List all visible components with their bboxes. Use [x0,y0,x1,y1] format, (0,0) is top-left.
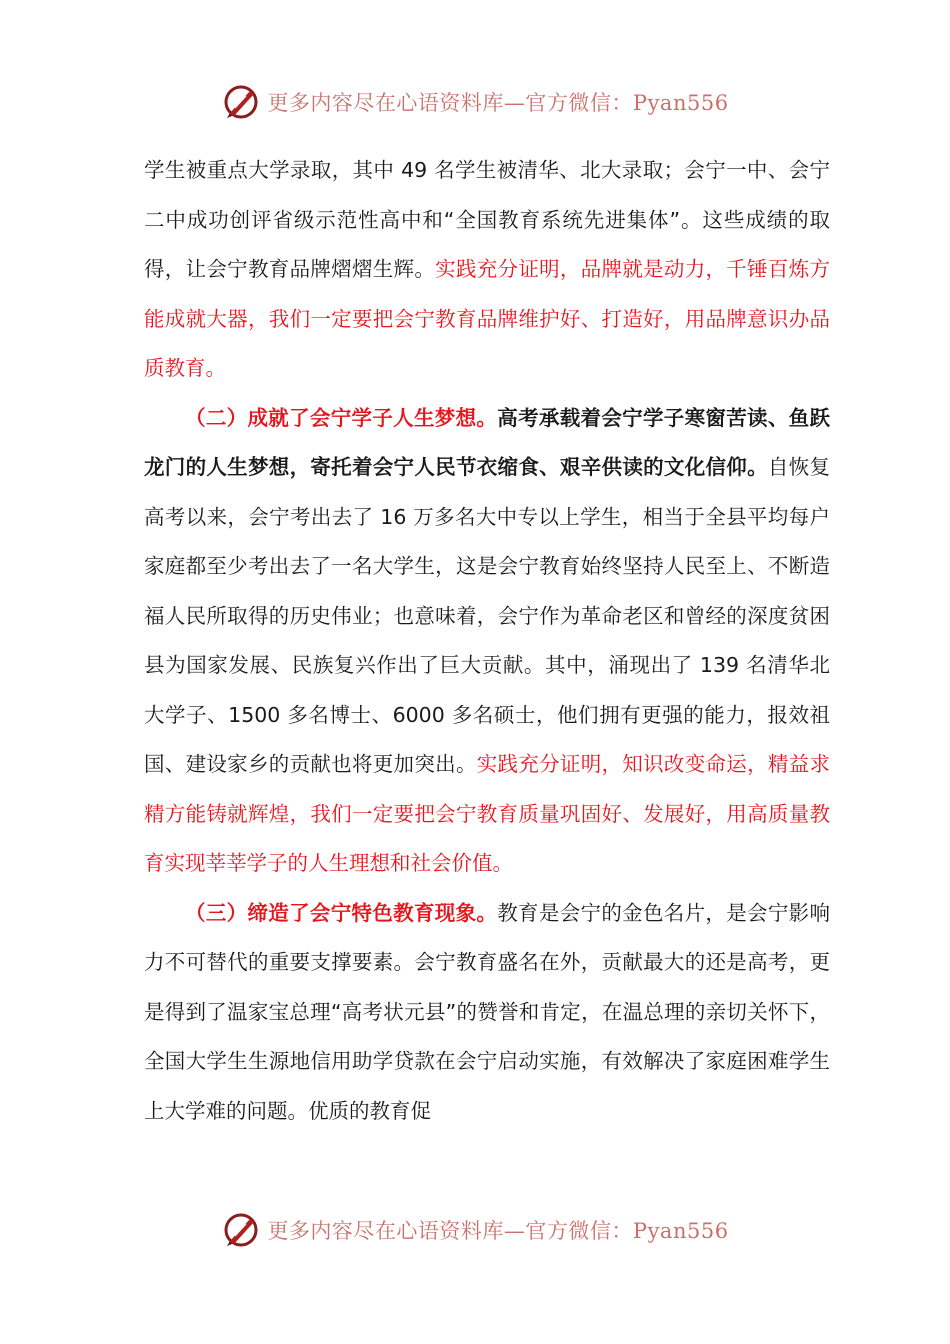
section-heading-2: （二）成就了会宁学子人生梦想。 [185,405,498,430]
footer-watermark [0,1208,950,1252]
header-watermark [0,80,950,124]
footer-watermark-text: 更多内容尽在心语资料库—官方微信：Pyan556 [267,1219,729,1243]
section-heading-2-lead: 高考承载着会宁学子寒窗苦读、鱼跃龙门的人生梦想，寄托着会宁人民节衣缩食、艰辛供读的文化信仰。 [144,405,830,479]
paragraph-2-emphasis: 实践充分证明，知识改变命运，精益求精方能铸就辉煌，我们一定要把会宁教育质量巩固好、发展好，用高质量教育实现莘莘学子的人生理想和社会价值。 [144,752,830,875]
pen-logo-icon [221,1210,261,1250]
paragraph-2 [144,394,830,889]
section-heading-3: （三）缔造了会宁特色教育现象。 [185,900,498,925]
pen-logo-icon [221,82,261,122]
paragraph-1-text: 学生被重点大学录取，其中 49 名学生被清华、北大录取；会宁一中、会宁二中成功创评省级示范性高中和“全国教育系统先进集体”。这些成绩的取得，让会宁教育品牌熠熠生辉。 [144,158,830,281]
paragraph-3-text: 教育是会宁的金色名片，是会宁影响力不可替代的重要支撑要素。会宁教育盛名在外，贡献最大的还是高考，更是得到了温家宝总理“高考状元县”的赞誉和肯定，在温总理的亲切关怀下，全国大学生生源地信用助学贷款在会宁启动实施，有效解决了家庭困难学生上大学难的问题。优质的教育促 [144,900,830,1123]
paragraph-3 [144,889,830,1137]
paragraph-1-emphasis: 实践充分证明，品牌就是动力，千锤百炼方能成就大器，我们一定要把会宁教育品牌维护好、打造好，用品牌意识办品质教育。 [144,257,830,380]
paragraph-1 [144,146,830,394]
paragraph-2-text: 自恢复高考以来，会宁考出去了 16 万多名大中专以上学生，相当于全县平均每户家庭都至少考出去了一名大学生，这是会宁教育始终坚持人民至上、不断造福人民所取得的历史伟业；也意味着，会宁作为革命老区和曾经的深度贫困县为国家发展、民族复兴作出了巨大贡献。其中，涌现出了 139 名清华北大学子、1500 多名博士、6000 多名硕士，他们拥有更强的能力，报效祖国、建设家乡的贡献也将更加突出。 [144,455,830,776]
header-watermark-text: 更多内容尽在心语资料库—官方微信：Pyan556 [267,91,729,115]
document-body [144,146,830,1136]
